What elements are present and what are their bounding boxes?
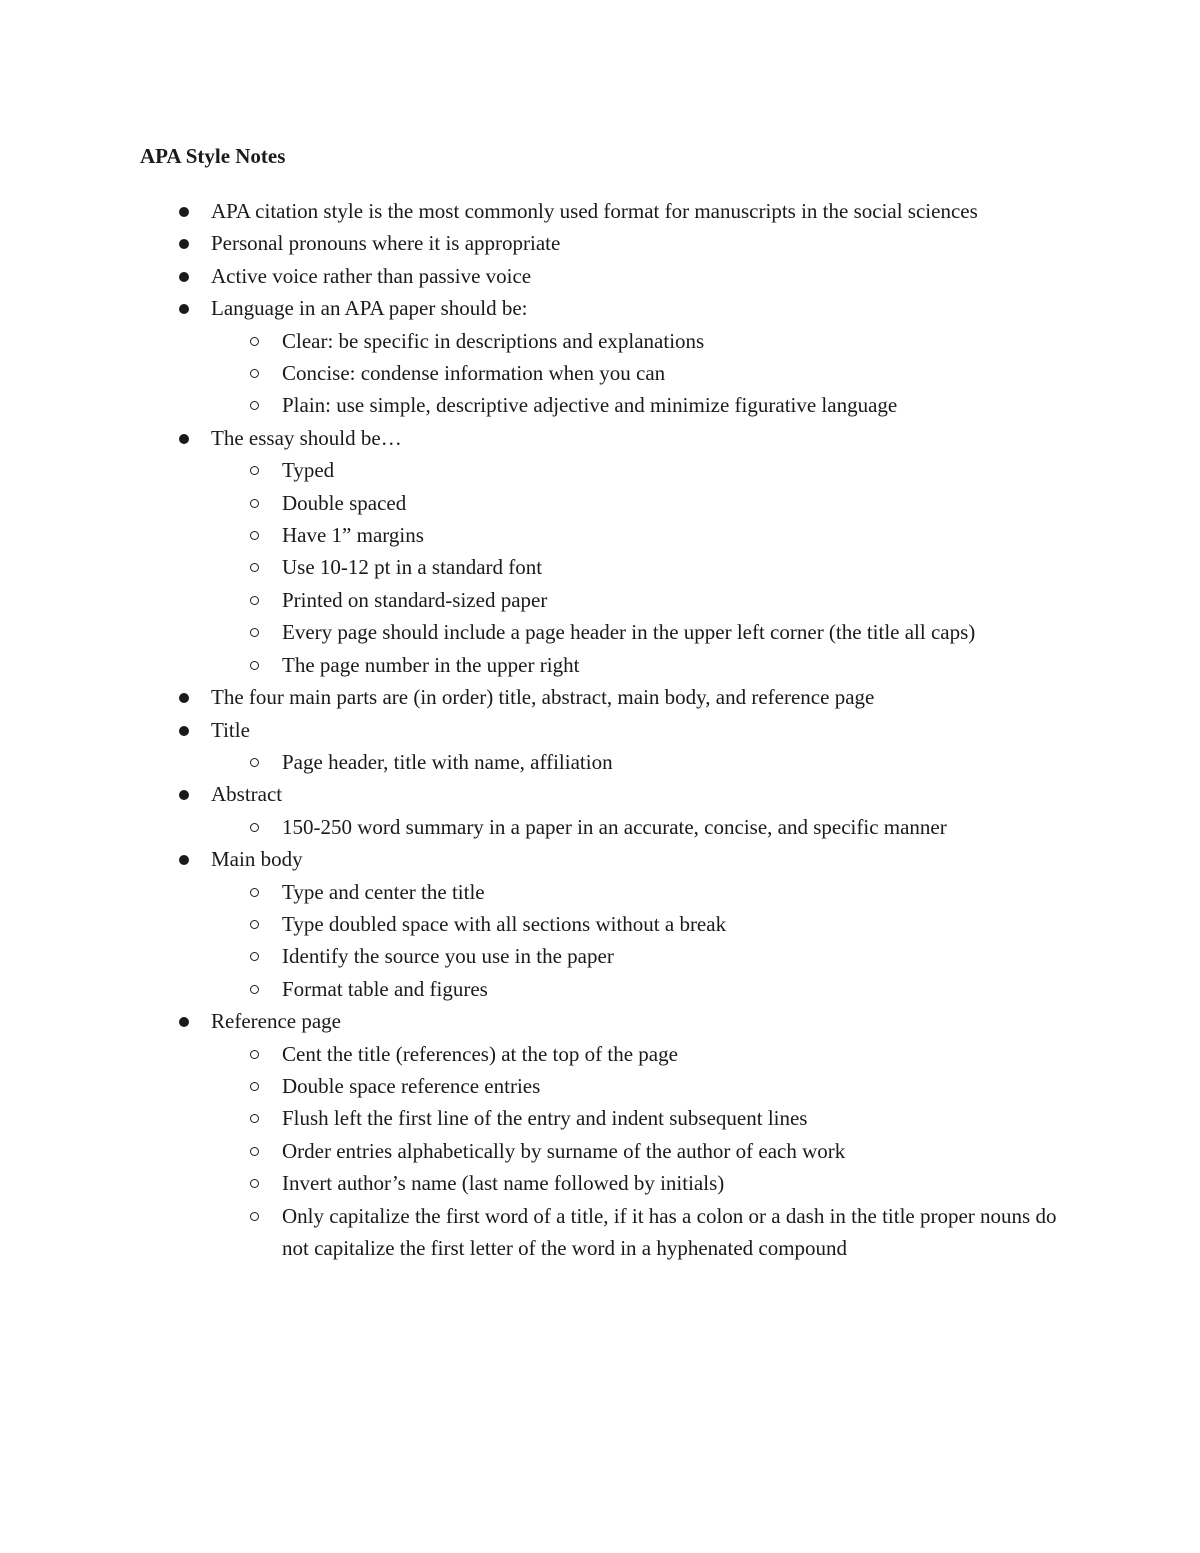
sub-list-item-text: Double space reference entries (282, 1073, 541, 1098)
list-item-text: Language in an APA paper should be: (211, 296, 528, 321)
sub-list-item (0, 487, 1070, 519)
hollow-bullet-icon (250, 823, 259, 832)
bullet-icon (179, 304, 189, 314)
hollow-bullet-icon (250, 661, 259, 670)
bullet-icon (179, 207, 189, 217)
hollow-bullet-icon (250, 499, 259, 508)
bullet-icon (179, 1017, 189, 1027)
hollow-bullet-icon (250, 466, 259, 475)
list-item (0, 422, 1200, 681)
sub-list-item-text: Printed on standard-sized paper (282, 587, 548, 612)
sub-list-item (0, 811, 1070, 843)
sub-list-item (0, 908, 1070, 940)
hollow-bullet-icon (250, 596, 259, 605)
bullet-icon (179, 434, 189, 444)
sub-list (211, 1038, 1070, 1265)
sub-list-item-text: Use 10-12 pt in a standard font (282, 555, 543, 580)
list-item (0, 681, 1200, 713)
sub-list-item (0, 551, 1070, 583)
hollow-bullet-icon (250, 1114, 259, 1123)
sub-list-item-text: Have 1” margins (282, 523, 424, 548)
list-item-text: Main body (211, 847, 303, 872)
sub-list-item (0, 746, 1070, 778)
sub-list-item-text: Type doubled space with all sections without a break (282, 911, 727, 936)
sub-list-item-text: Type and center the title (282, 879, 485, 904)
hollow-bullet-icon (250, 1082, 259, 1091)
sub-list-item (0, 584, 1070, 616)
sub-list-item-text: 150-250 word summary in a paper in an accurate, concise, and specific manner (282, 814, 947, 839)
sub-list (211, 811, 1070, 843)
sub-list-item-text: Format table and figures (282, 976, 488, 1001)
sub-list-item (0, 973, 1070, 1005)
sub-list-item (0, 325, 1070, 357)
hollow-bullet-icon (250, 952, 259, 961)
hollow-bullet-icon (250, 1050, 259, 1059)
list-item (0, 260, 1200, 292)
sub-list-item (0, 876, 1070, 908)
list-item-text: Title (211, 717, 250, 742)
sub-list-item (0, 1038, 1070, 1070)
hollow-bullet-icon (250, 563, 259, 572)
list-item (0, 195, 1200, 227)
sub-list-item (0, 616, 1070, 648)
list-item (0, 714, 1200, 779)
list-item-text: The essay should be… (211, 425, 402, 450)
hollow-bullet-icon (250, 985, 259, 994)
notes-list (0, 195, 1200, 1264)
hollow-bullet-icon (250, 888, 259, 897)
sub-list-item-text: Clear: be specific in descriptions and explanations (282, 328, 705, 353)
list-item-text: Abstract (211, 782, 283, 807)
list-item-text: APA citation style is the most commonly used format for manuscripts in the social sciences (211, 199, 978, 223)
hollow-bullet-icon (250, 920, 259, 929)
sub-list (211, 746, 1070, 778)
hollow-bullet-icon (250, 337, 259, 346)
hollow-bullet-icon (250, 531, 259, 540)
hollow-bullet-icon (250, 369, 259, 378)
sub-list-item-text: Identify the source you use in the paper (282, 944, 614, 969)
list-item (0, 778, 1200, 843)
sub-list-item (0, 454, 1070, 486)
bullet-icon (179, 272, 189, 282)
sub-list-item (0, 357, 1070, 389)
sub-list (211, 325, 1070, 422)
sub-list-item-text: Flush left the first line of the entry and indent subsequent lines (282, 1106, 808, 1131)
sub-list-item-text: Typed (282, 458, 335, 483)
bullet-icon (179, 726, 189, 736)
sub-list-item (0, 1070, 1070, 1102)
sub-list-item-text: Every page should include a page header in the upper left corner (the title all caps) (282, 620, 976, 645)
list-item-text: Personal pronouns where it is appropriate (211, 231, 561, 256)
hollow-bullet-icon (250, 1179, 259, 1188)
sub-list-item-text: Invert author’s name (last name followed by initials) (282, 1171, 725, 1196)
sub-list-item (0, 940, 1070, 972)
sub-list (211, 454, 1070, 681)
list-item (0, 227, 1200, 259)
hollow-bullet-icon (250, 758, 259, 767)
sub-list-item (0, 389, 1070, 421)
hollow-bullet-icon (250, 401, 259, 410)
list-item (0, 843, 1200, 1005)
hollow-bullet-icon (250, 628, 259, 637)
bullet-icon (179, 855, 189, 865)
hollow-bullet-icon (250, 1147, 259, 1156)
sub-list-item-text: Only capitalize the first word of a title, if it has a colon or a dash in the title proper nouns do not capitalize the first letter of the word in a hyphenated compound (282, 1203, 1057, 1260)
sub-list-item (0, 1200, 1070, 1265)
sub-list-item-text: Page header, title with name, affiliation (282, 749, 613, 774)
sub-list-item-text: The page number in the upper right (282, 652, 580, 677)
sub-list-item-text: Concise: condense information when you can (282, 361, 666, 386)
sub-list-item-text: Plain: use simple, descriptive adjective and minimize figurative language (282, 393, 898, 418)
hollow-bullet-icon (250, 1212, 259, 1221)
bullet-icon (179, 239, 189, 249)
sub-list-item (0, 1102, 1070, 1134)
document-title: APA Style Notes (140, 144, 286, 168)
sub-list-item-text: Cent the title (references) at the top of the page (282, 1041, 678, 1066)
list-item-text: Reference page (211, 1009, 341, 1034)
list-item-text: Active voice rather than passive voice (211, 263, 532, 288)
bullet-icon (179, 790, 189, 800)
sub-list-item (0, 649, 1070, 681)
bullet-icon (179, 693, 189, 703)
sub-list (211, 876, 1070, 1006)
sub-list-item (0, 519, 1070, 551)
sub-list-item (0, 1167, 1070, 1199)
sub-list-item-text: Double spaced (282, 490, 407, 515)
list-item (0, 1005, 1200, 1264)
list-item (0, 292, 1200, 422)
list-item-text: The four main parts are (in order) title, abstract, main body, and reference page (211, 685, 875, 710)
sub-list-item (0, 1135, 1070, 1167)
sub-list-item-text: Order entries alphabetically by surname of the author of each work (282, 1138, 846, 1163)
